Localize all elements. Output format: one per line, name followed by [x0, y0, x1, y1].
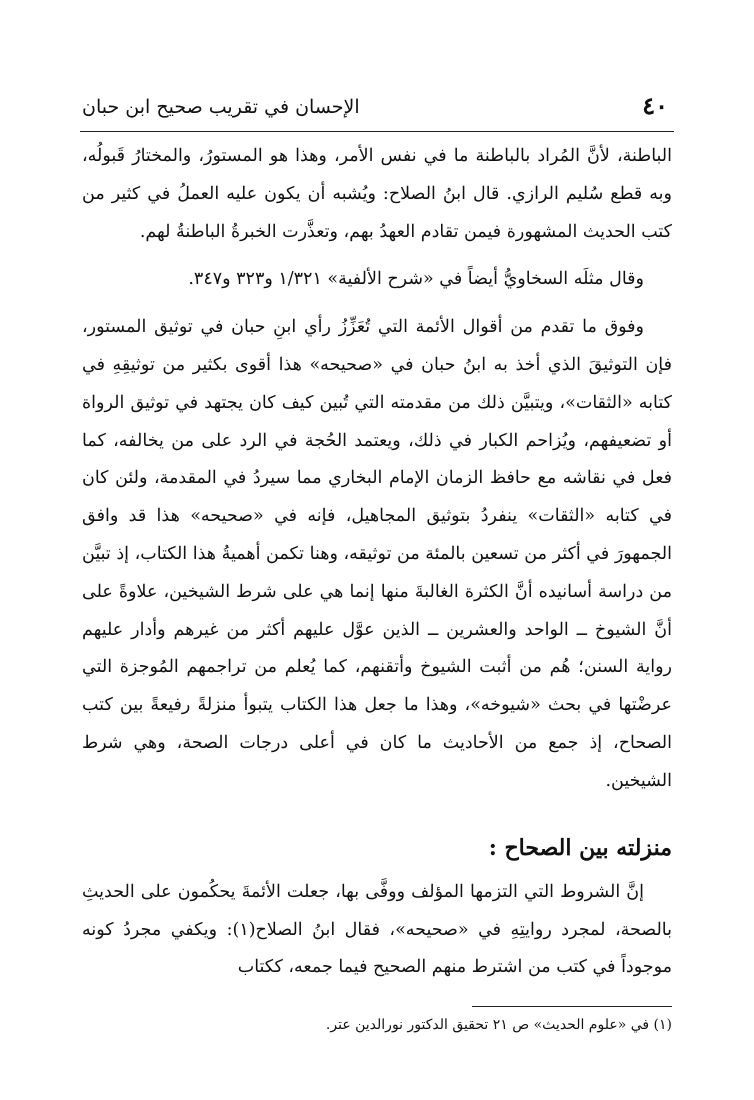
main-text [82, 138, 672, 801]
header-rule [80, 131, 674, 132]
page-number: ٤٠ [642, 91, 668, 120]
paragraph-tawthiq: وفوق ما تقدم من أقوال الأئمة التي تُعَزِّزُ رأي ابنِ حبان في توثيق المستور، فإن التوثيقَ الذي أخذ به ابنُ حبان في «صحيحه» هذا أقوى بكثير من توثيقِهِ في كتابه «الثقات»، ويتبيَّن ذلك من مقدمته التي تُبين كيف كان يجتهد في توثيق الرواة أو تضعيفهم، ويُزاحم الكبار في ذلك، ويعتمد الحُجة في الرد على من يخالفه، كما فعل في نقاشه مع حافظ الزمان الإمام البخاري مما سيردُ في المقدمة، ولئن كان في كتابه «الثقات» ينفردُ بتوثيق المجاهيل، فإنه في «صحيحه» هذا قد وافق الجمهورَ في أكثر من تسعين بالمئة من توثيقه، وهنا تكمن أهميةُ هذا الكتاب، إذ تبيَّن من دراسة أسانيده أنَّ الكثرة الغالبةَ منها إنما هي على شرط الشيخين، علاوةً على أنَّ الشيوخ ــ الواحد والعشرين ــ الذين عوَّل عليهم أكثر من غيرهم وأدار عليهم رواية السنن؛ هُم من أثبت الشيوخ وأتقنهم، كما يُعلم من تراجمهم المُوجزة التي عرضْتها في بحث «شيوخه»، وهذا ما جعل هذا الكتاب يتبوأ منزلةً رفيعةً بين كتب الصحاح، إذ جمع من الأحاديث ما كان في أعلى درجات الصحة، وهي شرط الشيخين. [82, 317, 672, 791]
section-text [82, 874, 672, 987]
paragraph-sakhawi: وقال مثلَه السخاويُّ أيضاً في «شرح الألفية» ١/٣٢١ و٣٢٣ و٣٤٧. [188, 269, 644, 290]
section-heading: منزلته بين الصحاح : [488, 835, 672, 861]
footnote: (١) في «علوم الحديث» ص ٢١ تحقيق الدكتور نورالدين عتر. [325, 1017, 672, 1033]
footnote-rule [472, 1006, 672, 1007]
paragraph-manzila: إنَّ الشروط التي التزمها المؤلف ووفَّى بها، جعلت الأئمةَ يحكُمون على الحديثِ بالصحة، لمجرد روايتِهِ في «صحيحه»، فقال ابنُ الصلاح(١): ويكفي مجردُ كونه موجوداً في كتب من اشترط منهم الصحيح فيما جمعه، ككتاب [82, 882, 672, 977]
running-title: الإحسان في تقريب صحيح ابن حبان [82, 96, 360, 118]
paragraph-continuation: الباطنة، لأنَّ المُراد بالباطنة ما في نفس الأمر، وهذا هو المستورُ، والمختارُ قَبولُه، وبه قطع سُليم الرازي. قال ابنُ الصلاح: ويُشبه أن يكون عليه العملُ في كثير من كتب الحديث المشهورة فيمن تقادم العهدُ بهم، وتعذَّرت الخبرةُ الباطنةُ لهم. [82, 146, 672, 242]
page-header [78, 86, 674, 126]
